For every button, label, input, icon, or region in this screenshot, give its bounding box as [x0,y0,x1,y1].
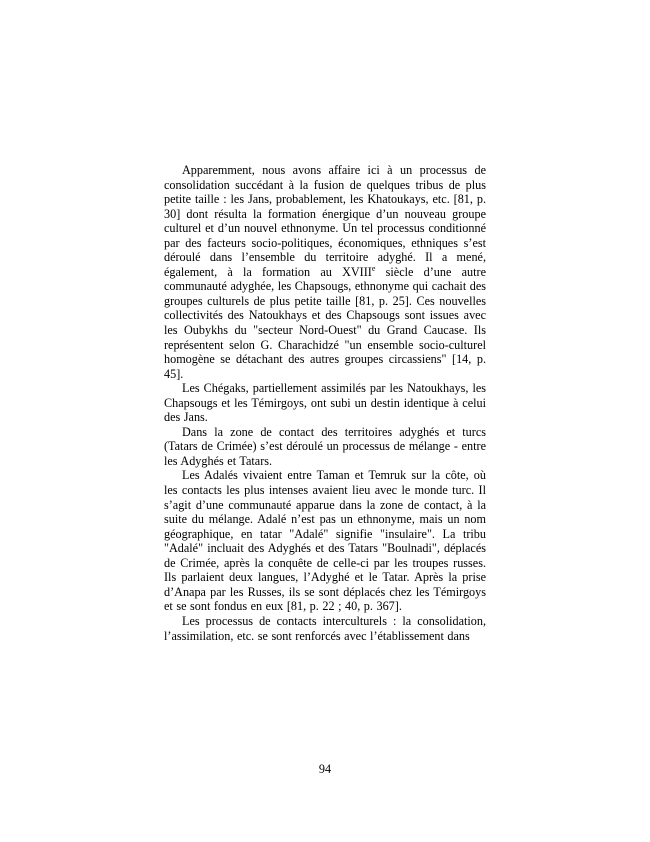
paragraph-processus-contacts: Les processus de contacts interculturels : la consolidation, l’assimilation, etc. se sont renforcés avec l’établissement dans [164,613,486,643]
paragraph-zone-contact: Dans la zone de contact des territoires adyghés et turcs (Tatars de Crimée) s’est déroulé un processus de mélange - entre les Adyghés et Tatars. [164,424,486,468]
paragraph-chegaks: Les Chégaks, partiellement assimilés par les Natoukhays, les Chapsougs et les Témirgoys, ont subi un destin identique à celui des Jans. [164,381,486,425]
paragraph-consolidation-text-end: siècle d’une autre communauté adyghée, les Chapsougs, ethnonyme qui cachait des groupes culturels de plus petite taille [81, p. 25]. Ces nouvelles collectivités des Natoukhays et des Chapsougs sont issues avec les Oubykhs du "secteur Nord-Ouest" du Grand Caucase. Ils représentent selon G. Charachidzé "un ensemble socio-culturel homogène se détachant des autres groupes circassiens" [14, p. 45]. [164,264,487,381]
paragraph-consolidation [164,163,486,381]
paragraph-consolidation-text-start: Apparemment, nous avons affaire ici à un processus de consolidation succédant à la fusion de quelques tribus de plus petite taille : les Jans, probablement, les Khatoukays, etc. [81, p. 30] dont résulta la formation énergique d’un nouveau groupe culturel et d’un nouvel ethnonyme. Un tel processus conditionné par des facteurs socio-politiques, économiques, ethniques s’est déroulé dans l’ensemble du territoire adyghé. Il a mené, également, à la formation au XVIII [164,163,486,279]
page-number: 94 [318,762,332,776]
paragraph-adales: Les Adalés vivaient entre Taman et Temruk sur la côte, où les contacts les plus intenses avaient lieu avec le monde turc. Il s’agit d’une communauté apparue dans la zone de contact, à la suite du mélange. Adalé n’est pas un ethnonyme, mais un nom géographique, en tatar "Adalé" signifie "insulaire". La tribu "Adalé" incluait des Adyghés et des Tatars "Boulnadi", déplacés de Crimée, après la conquête de celle-ci par les troupes russes. Ils parlaient deux langues, l’Adyghé et le Tatar. Après la prise d’Anapa par les Russes, ils se sont déplacés chez les Témirgoys et se sont fondus en eux [81, p. 22 ; 40, p. 367]. [164,468,486,614]
superscript-century-e: e [371,263,376,273]
document-text-block [164,163,486,643]
